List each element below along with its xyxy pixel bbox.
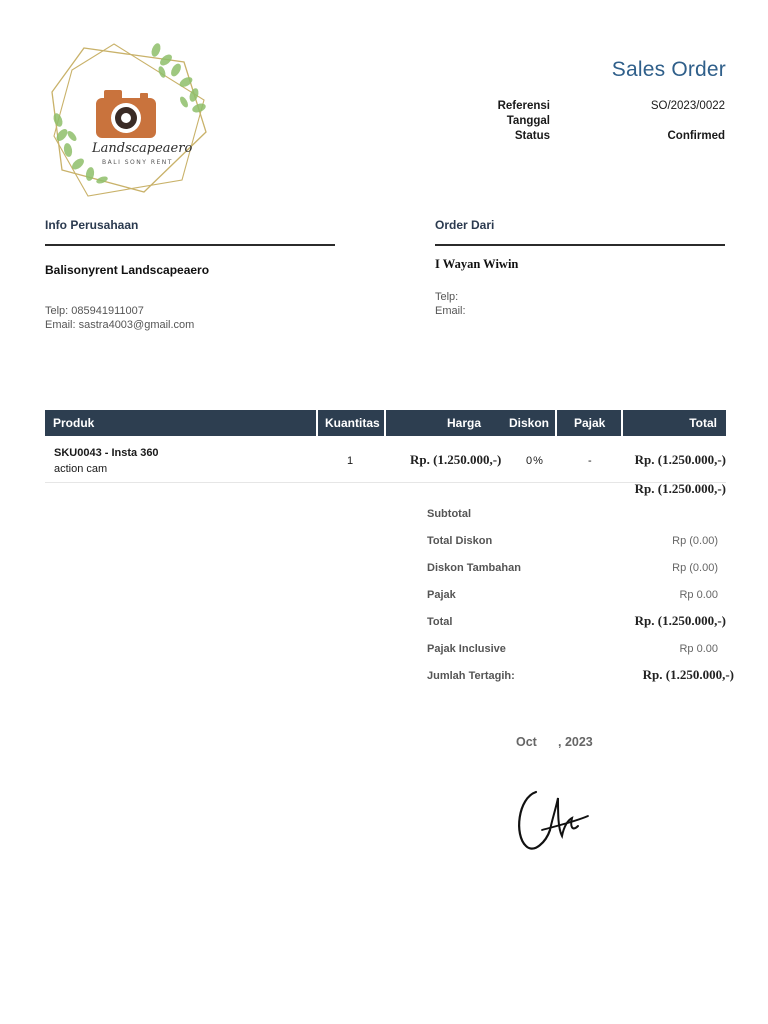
signing-date-month: Oct (516, 735, 537, 749)
summary-value: Rp 0.00 (679, 589, 718, 601)
summary-label: Total Diskon (427, 535, 493, 547)
summary-label: Pajak Inclusive (427, 643, 506, 655)
row-divider (45, 482, 726, 483)
reference-label: Referensi (497, 100, 550, 112)
summary-label: Total (427, 616, 453, 628)
reference-value: SO/2023/0022 (650, 100, 725, 112)
camera-icon (96, 90, 156, 138)
company-divider (45, 244, 335, 246)
product-description: action cam (54, 463, 108, 475)
column-header-quantity: Kuantitas (325, 416, 380, 430)
product-name: SKU0043 - Insta 360 (54, 447, 159, 459)
column-separator (621, 410, 623, 483)
date-label: Tanggal (506, 115, 550, 127)
status-value: Confirmed (667, 130, 725, 142)
order-meta-labels (450, 99, 550, 144)
summary-label: Diskon Tambahan (427, 562, 521, 574)
customer-name: I Wayan Wiwin (435, 257, 519, 271)
amount-due-value: Rp. (1.250.000,-) (642, 667, 734, 682)
company-logo (44, 40, 214, 200)
column-header-product: Produk (53, 416, 95, 430)
discount-value: 0% (526, 455, 544, 467)
summary-label: Subtotal (427, 508, 471, 520)
grand-total-line: Rp. (1.250.000,-) (634, 481, 726, 496)
line-total-value: Rp. (1.250.000,-) (634, 452, 726, 467)
summary-value: Rp (0.00) (672, 535, 718, 547)
svg-text:BALI SONY RENT: BALI SONY RENT (102, 159, 173, 166)
svg-text:Landscapeaero: Landscapeaero (92, 141, 193, 156)
customer-divider (435, 244, 725, 246)
document-title: Sales Order (611, 58, 726, 81)
company-email: Email: sastra4003@gmail.com (45, 319, 195, 331)
tax-value: - (588, 455, 592, 467)
amount-due-label: Jumlah Tertagih: (427, 670, 515, 682)
summary-total-value: Rp. (1.250.000,-) (634, 613, 726, 628)
signing-date-year: , 2023 (558, 735, 593, 749)
summary-value: Rp 0.00 (679, 643, 718, 655)
summary-value: Rp (0.00) (672, 562, 718, 574)
column-header-total: Total (689, 416, 717, 430)
customer-email: Email: (435, 305, 466, 317)
customer-contact (435, 290, 466, 318)
customer-section-title: Order Dari (435, 218, 495, 232)
column-header-price: Harga (447, 416, 482, 430)
status-label: Status (514, 130, 550, 142)
summary-label: Pajak (427, 589, 456, 601)
customer-phone: Telp: (435, 291, 459, 303)
column-separator (555, 410, 557, 483)
price-value: Rp. (1.250.000,-) (410, 452, 502, 467)
company-contact (45, 304, 194, 332)
order-meta-values (580, 99, 725, 144)
column-separator (316, 410, 318, 483)
company-name: Balisonyrent Landscapeaero (45, 263, 210, 277)
column-header-discount: Diskon (509, 416, 550, 430)
company-section-title: Info Perusahaan (45, 218, 139, 232)
company-phone: Telp: 085941911007 (45, 305, 144, 317)
column-separator (384, 410, 386, 483)
column-header-tax: Pajak (574, 416, 606, 430)
signature (512, 780, 592, 855)
quantity-value: 1 (347, 455, 354, 467)
